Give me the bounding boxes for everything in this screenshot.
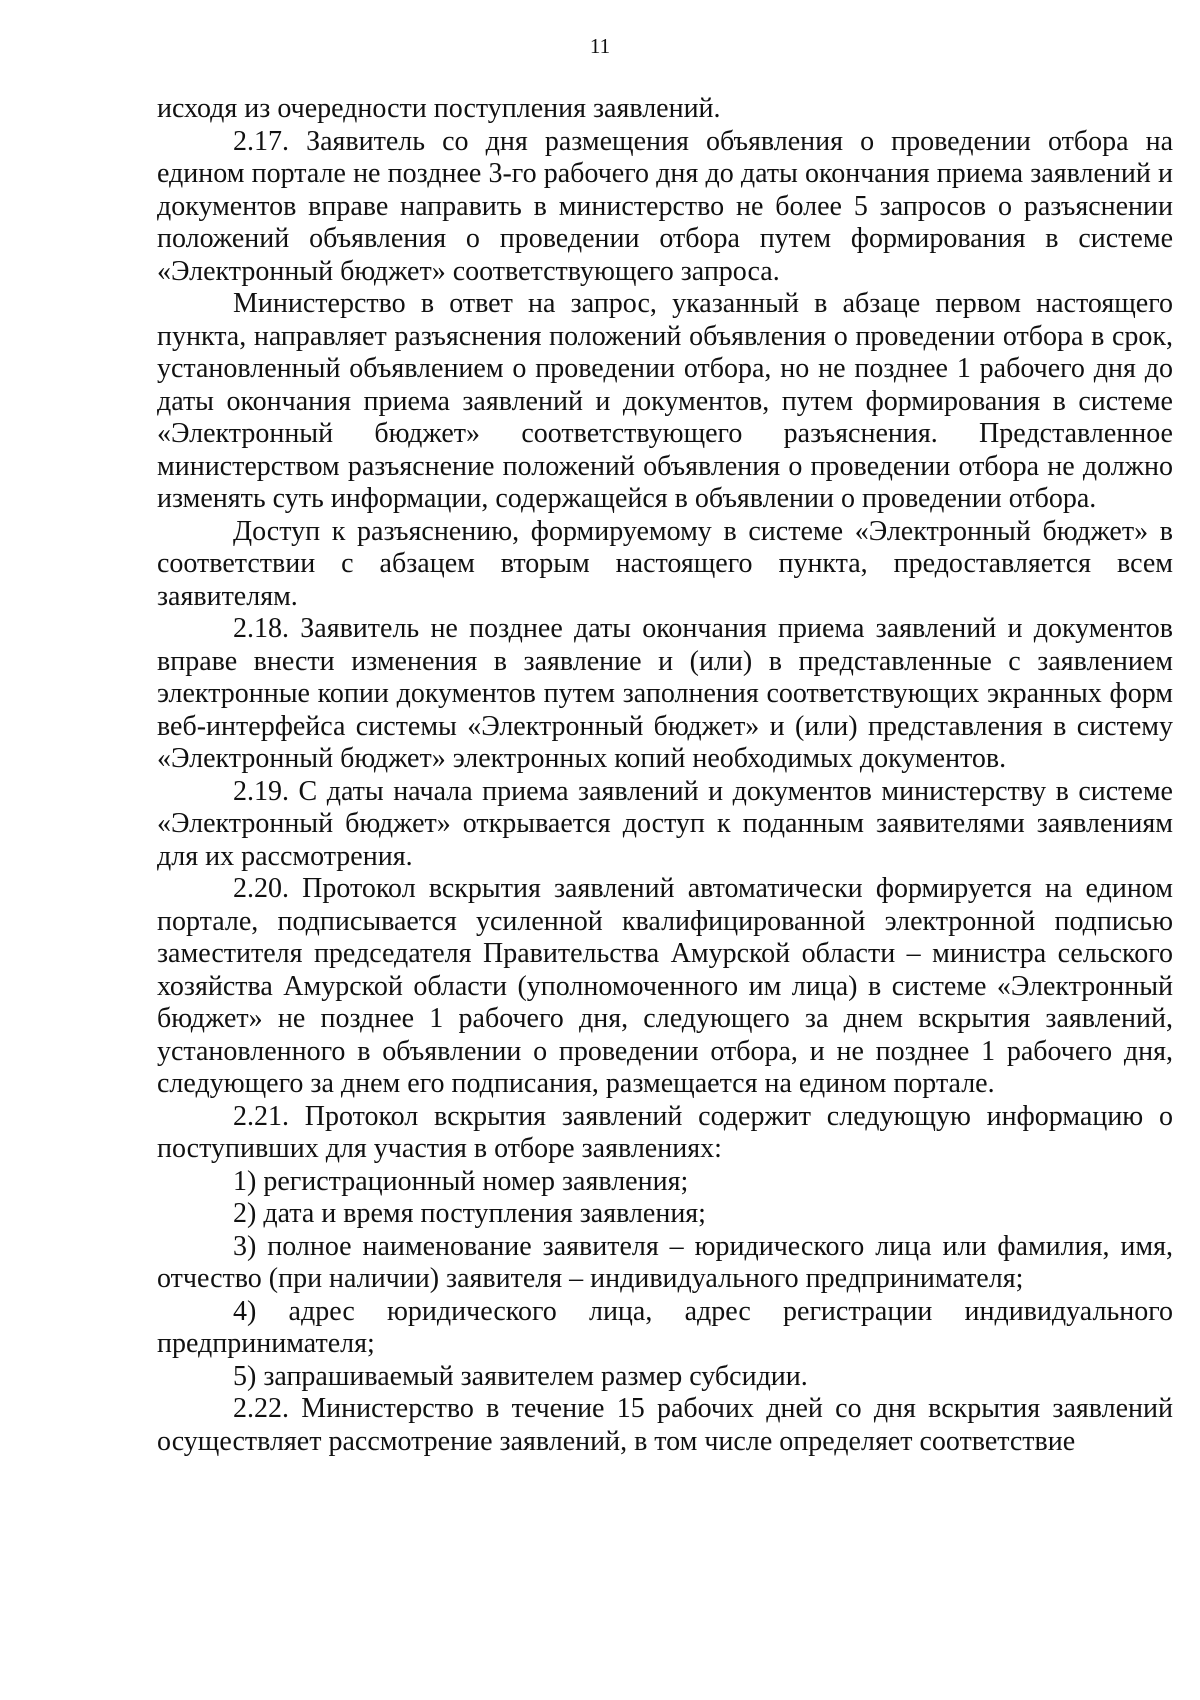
paragraph-2-18: 2.18. Заявитель не позднее даты окончания приема заявлений и документов вправе внести изменения в заявление и (или) в представленные с заявлением электронные копии документов путем заполнения соответствующих экранных форм веб-интерфейса системы «Электронный бюджет» и (или) представления в систему «Электронный бюджет» электронных копий необходимых документов. bbox=[157, 613, 1173, 774]
document-body bbox=[157, 93, 1173, 1458]
paragraph-2-17: 2.17. Заявитель со дня размещения объявления о проведении отбора на едином портале не позднее 3-го рабочего дня до даты окончания приема заявлений и документов вправе направить в министерство не более 5 запросов о разъяснении положений объявления о проведении отбора путем формирования в системе «Электронный бюджет» соответствующего запроса. bbox=[157, 125, 1173, 287]
paragraph-continuation: исходя из очередности поступления заявлений. bbox=[157, 93, 721, 124]
list-item-2: 2) дата и время поступления заявления; bbox=[233, 1198, 706, 1229]
list-item-1: 1) регистрационный номер заявления; bbox=[233, 1165, 689, 1197]
paragraph-2-22: 2.22. Министерство в течение 15 рабочих дней со дня вскрытия заявлений осуществляет рассмотрение заявлений, в том числе определяет соответствие bbox=[157, 1393, 1173, 1457]
paragraph-2-17-response: Министерство в ответ на запрос, указанный в абзаце первом настоящего пункта, направляет разъяснения положений объявления о проведении отбора в срок, установленный объявлением о проведении отбора, но не позднее 1 рабочего дня до даты окончания приема заявлений и документов, путем формирования в системе «Электронный бюджет» соответствующего разъяснения. Представленное министерством разъяснение положений объявления о проведении отбора не должно изменять суть информации, содержащейся в объявлении о проведении отбора. bbox=[157, 288, 1173, 514]
list-item-5: 5) запрашиваемый заявителем размер субсидии. bbox=[233, 1360, 808, 1392]
paragraph-2-21: 2.21. Протокол вскрытия заявлений содержит следующую информацию о поступивших для участия в отборе заявлениях: bbox=[157, 1100, 1173, 1164]
paragraph-2-19: 2.19. С даты начала приема заявлений и документов министерству в системе «Электронный бюджет» открывается доступ к поданным заявителями заявлениям для их рассмотрения. bbox=[157, 775, 1173, 872]
paragraph-2-20: 2.20. Протокол вскрытия заявлений автоматически формируется на едином портале, подписывается усиленной квалифицированной электронной подписью заместителя председателя Правительства Амурской области – министра сельского хозяйства Амурской области (уполномоченного им лица) в системе «Электронный бюджет» не позднее 1 рабочего дня, следующего за днем вскрытия заявлений, установленного в объявлении о проведении отбора, и не позднее 1 рабочего дня, следующего за днем его подписания, размещается на едином портале. bbox=[157, 873, 1173, 1099]
list-item-4: 4) адрес юридического лица, адрес регистрации индивидуального предпринимателя; bbox=[157, 1295, 1173, 1359]
page-number: 11 bbox=[589, 34, 611, 58]
paragraph-2-17-access: Доступ к разъяснению, формируемому в системе «Электронный бюджет» в соответствии с абзацем вторым настоящего пункта, предоставляется всем заявителям. bbox=[157, 515, 1173, 612]
list-item-3: 3) полное наименование заявителя – юридического лица или фамилия, имя, отчество (при наличии) заявителя – индивидуального предпринимателя; bbox=[157, 1230, 1173, 1294]
